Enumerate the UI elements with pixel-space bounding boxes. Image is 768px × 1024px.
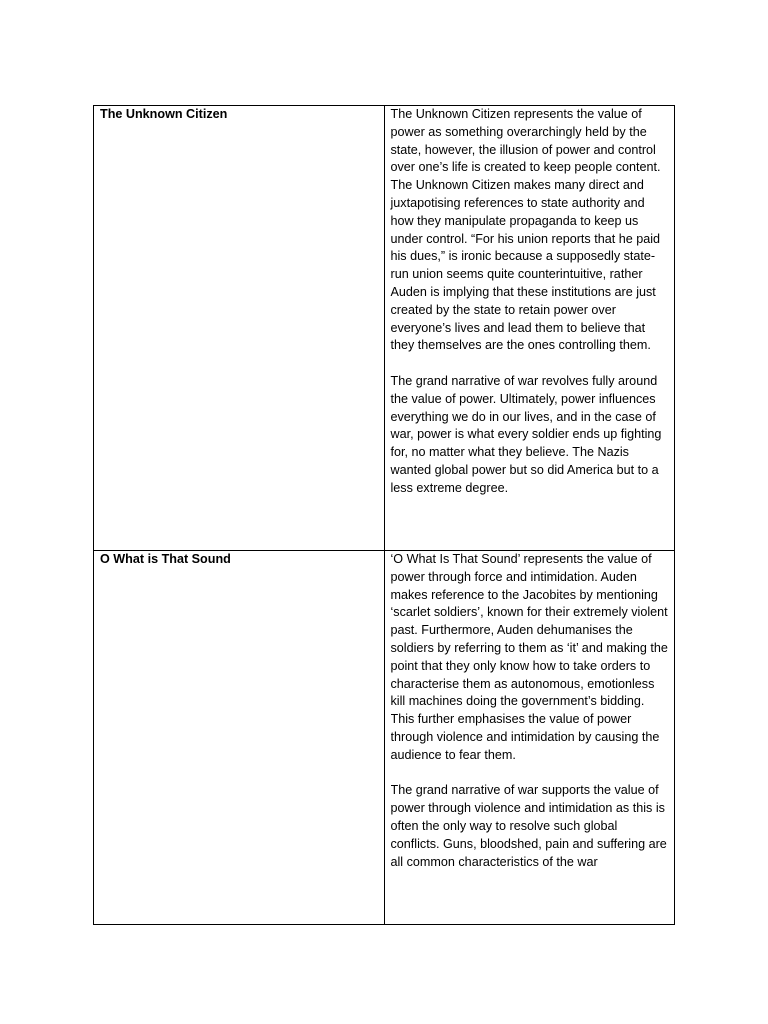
analysis-cell: [384, 106, 675, 551]
analysis-paragraph: ‘O What Is That Sound’ represents the value of power through force and intimidation. Auden makes reference to the Jacobites by mentioning ‘scarlet soldiers’, known for their extremely violent past. Furthermore, Auden dehumanises the soldiers by referring to them as ‘it’ and making the point that they only know how to take orders to characterise them as autonomous, emotionless kill machines doing the government’s bidding. This further emphasises the value of power through violence and intimidation by causing the audience to fear them.: [390, 552, 668, 762]
analysis-cell: [384, 551, 675, 925]
analysis-paragraph: The grand narrative of war revolves fully around the value of power. Ultimately, power influences everything we do in our lives, and in the case of war, power is what every soldier ends up fighting for, no matter what they believe. The Nazis wanted global power but so did America but to a less extreme degree.: [390, 373, 662, 495]
table-row: [94, 106, 675, 551]
poem-title-cell: [94, 106, 385, 551]
analysis-paragraph: The Unknown Citizen represents the value of power as something overarchingly held by the state, however, the illusion of power and control over one’s life is created to keep people content. The Unknown Citizen makes many direct and juxtapotising references to state authority and how they manipulate propaganda to keep us under control. “For his union reports that he paid his dues,” is ironic because a supposedly state-run union seems quite counterintuitive, rather Auden is implying that these institutions are just created by the state to retain power over everyone’s lives and lead them to believe that they themselves are the ones controlling them.: [390, 107, 661, 353]
poem-title: O What is That Sound: [100, 552, 231, 566]
analysis-paragraph: The grand narrative of war supports the value of power through violence and intimidation as this is often the only way to resolve such global conflicts. Guns, bloodshed, pain and suffering are all common characteristics of the war: [390, 783, 667, 869]
table-row: [94, 551, 675, 925]
poem-title-cell: [94, 551, 385, 925]
poem-title: The Unknown Citizen: [100, 107, 228, 121]
analysis-table: [93, 105, 675, 925]
